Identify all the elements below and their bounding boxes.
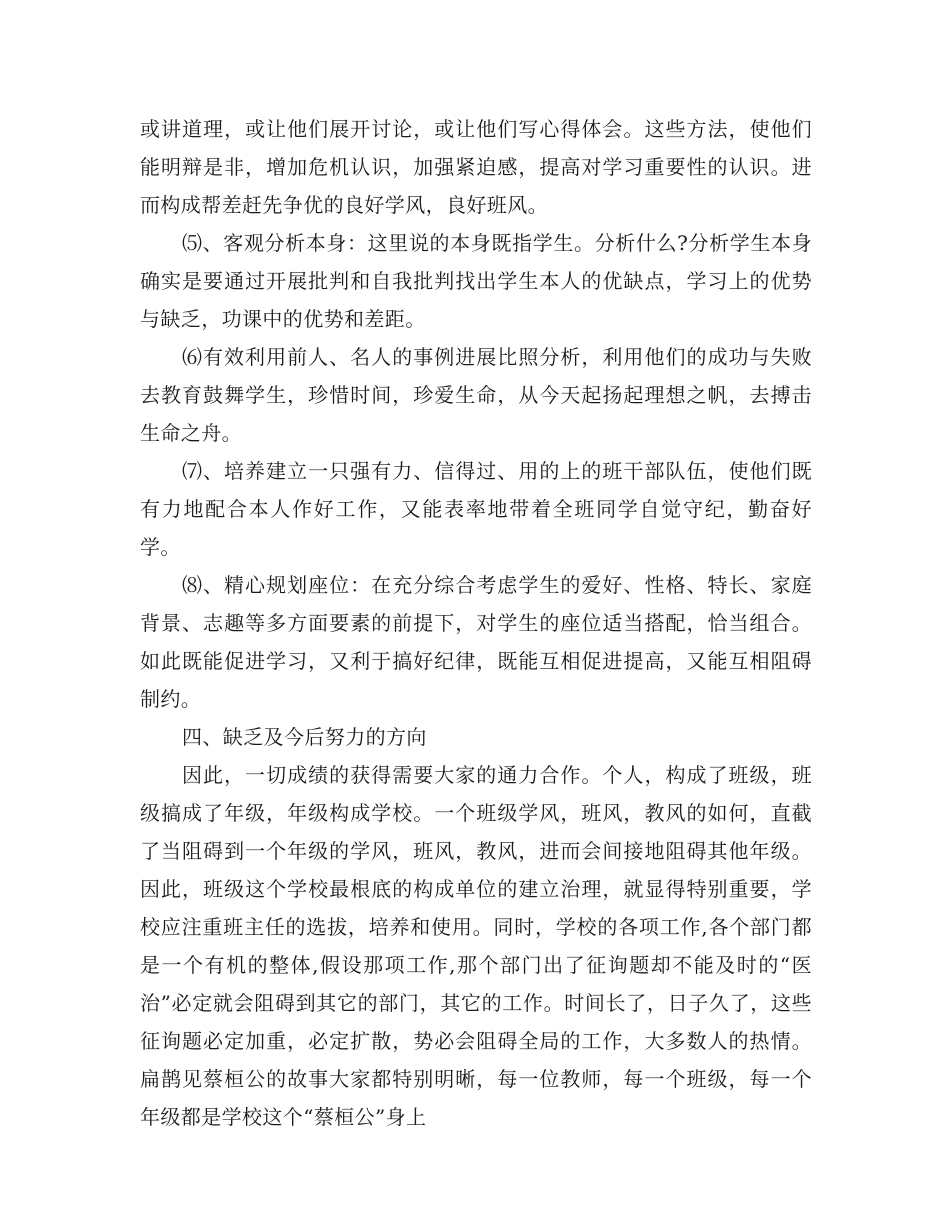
section-heading: 四、缺乏及今后努力的方向 (182, 725, 427, 749)
paragraph-item-7: ⑺、培养建立一只强有力、信得过、用的上的班干部队伍，使他们既有力地配合本人作好工作，又能表率地带着全班同学自觉守纪，勤奋好学。 (140, 459, 812, 559)
paragraph-item-6: ⑹有效利用前人、名人的事例进展比照分析，利用他们的成功与失败去教育鼓舞学生，珍惜时间，珍爱生命，从今天起扬起理想之帆，去搏击生命之舟。 (140, 345, 812, 445)
document-body (140, 110, 812, 1136)
paragraph-conclusion: 因此，一切成绩的获得需要大家的通力合作。个人，构成了班级，班级搞成了年级，年级构成学校。一个班级学风，班风，教风的如何，直截了当阻碍到一个年级的学风，班风，教风，进而会间接地阻碍其他年级。因此，班级这个学校最根底的构成单位的建立治理，就显得特别重要，学校应注重班主任的选拔，培养和使用。同时，学校的各项工作,各个部门都是一个有机的整体,假设那项工作,那个部门出了征询题却不能及时的“医治”必定就会阻碍到其它的部门，其它的工作。时间长了，日子久了，这些征询题必定加重，必定扩散，势必会阻碍全局的工作，大多数人的热情。扁鹊见蔡桓公的故事大家都特别明晰，每一位教师，每一个班级，每一个年级都是学校这个“蔡桓公”身上 (140, 763, 812, 1129)
paragraph-item-8: ⑻、精心规划座位：在充分综合考虑学生的爱好、性格、特长、家庭背景、志趣等多方面要素的前提下，对学生的座位适当搭配，恰当组合。如此既能促进学习，又利于搞好纪律，既能互相促进提高，又能互相阻碍制约。 (140, 573, 812, 711)
paragraph-item-5: ⑸、客观分析本身：这里说的本身既指学生。分析什么?分析学生本身确实是要通过开展批判和自我批判找出学生本人的优缺点，学习上的优势与缺乏，功课中的优势和差距。 (140, 231, 812, 331)
paragraph-continuation: 或讲道理，或让他们展开讨论，或让他们写心得体会。这些方法，使他们能明辩是非，增加危机认识，加强紧迫感，提高对学习重要性的认识。进而构成帮差赶先争优的良好学风，良好班风。 (140, 117, 812, 217)
